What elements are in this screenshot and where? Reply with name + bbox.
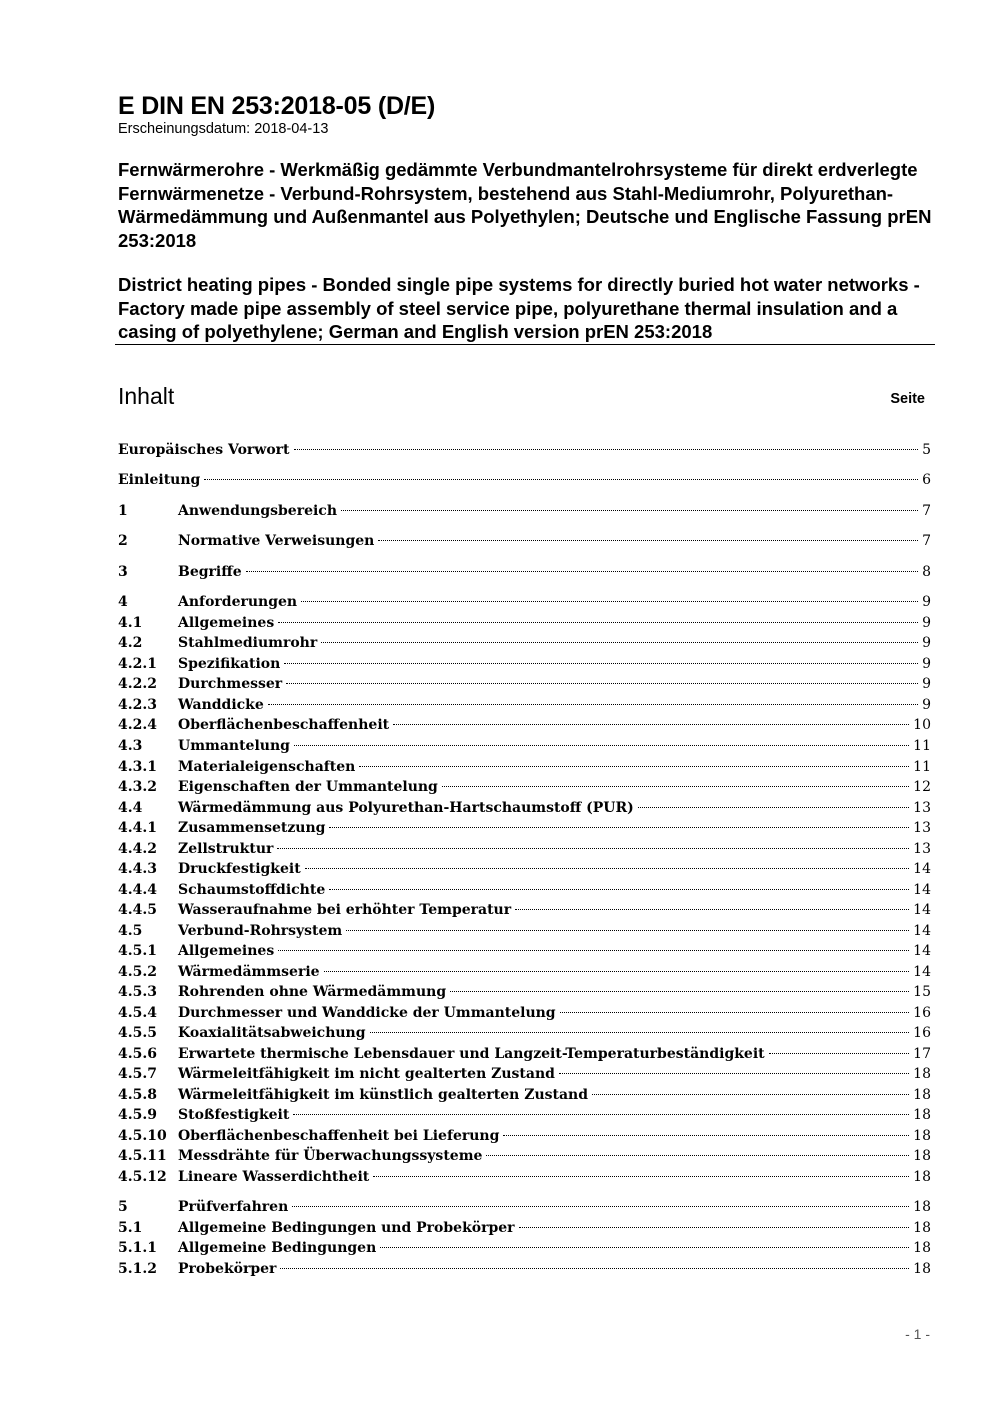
toc-entry-page: 13 bbox=[913, 800, 931, 816]
toc-entry-title: Wärmedämmserie bbox=[178, 964, 320, 980]
toc-entry-number: 4.5.12 bbox=[118, 1169, 167, 1185]
toc-entry-number: 4.5.10 bbox=[118, 1128, 167, 1144]
toc-entry-title: Stoßfestigkeit bbox=[178, 1107, 290, 1123]
toc-dot-leader bbox=[592, 1094, 909, 1095]
toc-entry-title: Wärmedämmung aus Polyurethan-Hartschaumstoff (PUR) bbox=[178, 800, 634, 816]
toc-entry-title: Probekörper bbox=[178, 1261, 277, 1277]
toc-entry[interactable] bbox=[118, 839, 931, 859]
toc-dot-leader bbox=[294, 745, 909, 746]
toc-entry[interactable] bbox=[118, 859, 931, 879]
toc-dot-leader bbox=[278, 622, 918, 623]
toc-entry-number: 5.1.2 bbox=[118, 1261, 157, 1277]
toc-entry-page: 14 bbox=[913, 923, 931, 939]
toc-entry[interactable] bbox=[118, 1126, 931, 1146]
toc-dot-leader bbox=[515, 909, 909, 910]
toc-dot-leader bbox=[346, 930, 909, 931]
toc-dot-leader bbox=[378, 540, 918, 541]
toc-dot-leader bbox=[341, 510, 918, 511]
toc-entry[interactable] bbox=[118, 777, 931, 797]
title-german: Fernwärmerohre - Werkmäßig gedämmte Verbundmantelrohrsysteme für direkt erdverlegte Fernwärmenetze - Verbund-Rohrsystem, bestehend aus Stahl-Mediumrohr, Polyurethan-Wärmedämmung und Außenmantel aus Polyethylen; Deutsche und Englische Fassung prEN 253:2018 bbox=[118, 159, 932, 251]
toc-dot-leader bbox=[559, 1073, 909, 1074]
toc-entry-title: Zellstruktur bbox=[178, 841, 274, 857]
toc-entry-number: 4.2.1 bbox=[118, 656, 157, 672]
toc-dot-leader bbox=[393, 724, 909, 725]
toc-entry[interactable] bbox=[118, 798, 931, 818]
toc-entry[interactable] bbox=[118, 1259, 931, 1279]
toc-dot-leader bbox=[324, 971, 910, 972]
toc-entry-title: Normative Verweisungen bbox=[178, 533, 375, 549]
toc-dot-leader bbox=[560, 1012, 910, 1013]
toc-entry-page: 18 bbox=[913, 1261, 931, 1277]
toc-dot-leader bbox=[329, 889, 909, 890]
toc-entry-number: 4.4.5 bbox=[118, 902, 157, 918]
toc-entry[interactable] bbox=[118, 501, 931, 521]
toc-entry-page: 18 bbox=[913, 1220, 931, 1236]
toc-entry-title: Verbund-Rohrsystem bbox=[178, 923, 343, 939]
toc-entry-page: 18 bbox=[913, 1087, 931, 1103]
toc-entry-number: 4.4 bbox=[118, 800, 143, 816]
toc-entry[interactable] bbox=[118, 962, 931, 982]
toc-entry-title: Eigenschaften der Ummantelung bbox=[178, 779, 438, 795]
toc-entry-page: 7 bbox=[922, 503, 931, 519]
toc-entry-number: 4 bbox=[118, 594, 128, 610]
toc-dot-leader bbox=[294, 449, 919, 450]
toc-entry-number: 4.5.3 bbox=[118, 984, 157, 1000]
toc-dot-leader bbox=[519, 1227, 910, 1228]
toc-entry-title: Oberflächenbeschaffenheit bbox=[178, 717, 390, 733]
toc-dot-leader bbox=[301, 601, 918, 602]
toc-dot-leader bbox=[286, 683, 918, 684]
toc-dot-leader bbox=[370, 1032, 910, 1033]
toc-entry-number: 4.2.4 bbox=[118, 717, 157, 733]
toc-entry-number: 4.4.4 bbox=[118, 882, 157, 898]
toc-entry-number: 4.2.3 bbox=[118, 697, 157, 713]
toc-entry-title: Wärmeleitfähigkeit im nicht gealterten Zustand bbox=[178, 1066, 555, 1082]
toc-entry-page: 9 bbox=[922, 697, 931, 713]
toc-entry[interactable] bbox=[118, 1105, 931, 1125]
toc-dot-leader bbox=[268, 704, 918, 705]
toc-entry[interactable] bbox=[118, 1197, 931, 1217]
toc-entry-title: Stahlmediumrohr bbox=[178, 635, 318, 651]
toc-dot-leader bbox=[503, 1135, 909, 1136]
toc-entry[interactable] bbox=[118, 1146, 931, 1166]
toc-entry-page: 17 bbox=[913, 1046, 931, 1062]
toc-entry[interactable] bbox=[118, 757, 931, 777]
toc-entry-number: 4.4.1 bbox=[118, 820, 157, 836]
toc-entry-page: 15 bbox=[913, 984, 931, 1000]
toc-entry-page: 16 bbox=[913, 1005, 931, 1021]
toc-entry-page: 16 bbox=[913, 1025, 931, 1041]
toc-entry[interactable] bbox=[118, 941, 931, 961]
toc-entry-page: 13 bbox=[913, 820, 931, 836]
toc-entry[interactable] bbox=[118, 1167, 931, 1187]
toc-entry-page: 14 bbox=[913, 861, 931, 877]
toc-entry-number: 4.4.2 bbox=[118, 841, 157, 857]
toc-entry-title: Druckfestigkeit bbox=[178, 861, 301, 877]
toc-dot-leader bbox=[204, 479, 918, 480]
toc-entry-title: Ummantelung bbox=[178, 738, 290, 754]
toc-entry-title: Oberflächenbeschaffenheit bei Lieferung bbox=[178, 1128, 500, 1144]
toc-entry-page: 14 bbox=[913, 964, 931, 980]
toc-dot-leader bbox=[305, 868, 909, 869]
toc-entry[interactable] bbox=[118, 592, 931, 612]
document-id: E DIN EN 253:2018-05 (D/E) bbox=[118, 92, 436, 120]
toc-dot-leader bbox=[246, 571, 918, 572]
toc-entry-page: 7 bbox=[922, 533, 931, 549]
toc-entry-title: Wärmeleitfähigkeit im künstlich gealterten Zustand bbox=[178, 1087, 589, 1103]
toc-entry[interactable] bbox=[118, 1085, 931, 1105]
toc-dot-leader bbox=[292, 1206, 909, 1207]
toc-dot-leader bbox=[769, 1053, 910, 1054]
toc-entry-number: 4.5.1 bbox=[118, 943, 157, 959]
toc-entry-page: 18 bbox=[913, 1148, 931, 1164]
toc-entry[interactable] bbox=[118, 695, 931, 715]
publication-date: Erscheinungsdatum: 2018-04-13 bbox=[118, 121, 329, 137]
toc-dot-leader bbox=[486, 1155, 909, 1156]
toc-entry-number: 4.5.2 bbox=[118, 964, 157, 980]
toc-dot-leader bbox=[293, 1114, 909, 1115]
toc-entry-number: 4.3 bbox=[118, 738, 143, 754]
toc-entry-title: Durchmesser bbox=[178, 676, 283, 692]
toc-entry-title: Zusammensetzung bbox=[178, 820, 326, 836]
toc-entry-page: 11 bbox=[913, 738, 931, 754]
toc-entry[interactable] bbox=[118, 818, 931, 838]
toc-entry-page: 18 bbox=[913, 1107, 931, 1123]
toc-entry[interactable] bbox=[118, 440, 931, 460]
toc-entry-number: 4.5 bbox=[118, 923, 143, 939]
toc-entry-title: Durchmesser und Wanddicke der Ummantelung bbox=[178, 1005, 556, 1021]
toc-entry-number: 4.5.8 bbox=[118, 1087, 157, 1103]
toc-dot-leader bbox=[380, 1247, 909, 1248]
page-number: - 1 - bbox=[905, 1326, 930, 1342]
toc-entry-number: 1 bbox=[118, 503, 128, 519]
toc-entry-page: 14 bbox=[913, 943, 931, 959]
toc-entry-title: Prüfverfahren bbox=[178, 1199, 289, 1215]
toc-entry-page: 14 bbox=[913, 902, 931, 918]
toc-entry-page: 9 bbox=[922, 676, 931, 692]
toc-entry-page: 9 bbox=[922, 635, 931, 651]
toc-dot-leader bbox=[373, 1176, 909, 1177]
toc-entry[interactable] bbox=[118, 921, 931, 941]
toc-entry-title: Allgemeines bbox=[178, 943, 275, 959]
toc-entry-number: 4.2 bbox=[118, 635, 143, 651]
toc-entry-page: 13 bbox=[913, 841, 931, 857]
toc-entry-page: 10 bbox=[913, 717, 931, 733]
toc-entry-title: Schaumstoffdichte bbox=[178, 882, 326, 898]
toc-entry-title: Anforderungen bbox=[178, 594, 298, 610]
toc-entry-number: 4.1 bbox=[118, 615, 143, 631]
toc-entry-number: 4.3.1 bbox=[118, 759, 157, 775]
toc-entry-title: Allgemeine Bedingungen und Probekörper bbox=[178, 1220, 515, 1236]
toc-entry-number: 5 bbox=[118, 1199, 128, 1215]
toc-entry-title: Anwendungsbereich bbox=[178, 503, 337, 519]
title-english: District heating pipes - Bonded single pipe systems for directly buried hot water networks - Factory made pipe assembly of steel service pipe, polyurethane thermal insulation and a casing of polyethylene; German and English version prEN 253:2018 bbox=[118, 274, 920, 342]
toc-entry-number: 4.5.9 bbox=[118, 1107, 157, 1123]
toc-entry-page: 18 bbox=[913, 1066, 931, 1082]
toc-entry-number: 4.4.3 bbox=[118, 861, 157, 877]
toc-entry-title: Rohrenden ohne Wärmedämmung bbox=[178, 984, 447, 1000]
toc-entry[interactable] bbox=[118, 900, 931, 920]
toc-entry-number: 4.5.5 bbox=[118, 1025, 157, 1041]
toc-dot-leader bbox=[359, 766, 909, 767]
toc-entry[interactable] bbox=[118, 982, 931, 1002]
toc-entry-title: Einleitung bbox=[118, 472, 201, 488]
toc-dot-leader bbox=[278, 950, 909, 951]
toc-dot-leader bbox=[450, 991, 909, 992]
toc-dot-leader bbox=[442, 786, 909, 787]
toc-entry-number: 5.1.1 bbox=[118, 1240, 157, 1256]
toc-entry-title: Allgemeine Bedingungen bbox=[178, 1240, 377, 1256]
toc-entry[interactable] bbox=[118, 1003, 931, 1023]
toc-entry-number: 4.5.11 bbox=[118, 1148, 167, 1164]
toc-entry-page: 18 bbox=[913, 1128, 931, 1144]
toc-entry-number: 3 bbox=[118, 564, 128, 580]
toc-heading: Inhalt bbox=[118, 383, 175, 409]
toc-entry[interactable] bbox=[118, 880, 931, 900]
toc-entry-number: 4.2.2 bbox=[118, 676, 157, 692]
toc-entry[interactable] bbox=[118, 633, 931, 653]
toc-entry-number: 4.3.2 bbox=[118, 779, 157, 795]
toc-entry-title: Spezifikation bbox=[178, 656, 281, 672]
toc-entry-number: 5.1 bbox=[118, 1220, 143, 1236]
toc-entry-title: Wanddicke bbox=[178, 697, 264, 713]
toc-entry-title: Koaxialitätsabweichung bbox=[178, 1025, 366, 1041]
toc-entry-page: 6 bbox=[922, 472, 931, 488]
toc-dot-leader bbox=[284, 663, 918, 664]
toc-entry-title: Erwartete thermische Lebensdauer und Langzeit-Temperaturbeständigkeit bbox=[178, 1046, 765, 1062]
toc-entry-page: 8 bbox=[922, 564, 931, 580]
toc-page-column-label: Seite bbox=[890, 391, 925, 407]
toc-entry[interactable] bbox=[118, 674, 931, 694]
toc-entry-title: Europäisches Vorwort bbox=[118, 442, 290, 458]
toc-entry[interactable] bbox=[118, 470, 931, 490]
toc-dot-leader bbox=[638, 807, 909, 808]
toc-entry-page: 18 bbox=[913, 1169, 931, 1185]
toc-entry-title: Allgemeines bbox=[178, 615, 275, 631]
toc-entry[interactable] bbox=[118, 1064, 931, 1084]
toc-entry[interactable] bbox=[118, 715, 931, 735]
toc-entry[interactable] bbox=[118, 1023, 931, 1043]
toc-entry[interactable] bbox=[118, 562, 931, 582]
toc-dot-leader bbox=[321, 642, 918, 643]
toc-entry-number: 4.5.7 bbox=[118, 1066, 157, 1082]
toc-entry-page: 18 bbox=[913, 1199, 931, 1215]
toc-entry-number: 4.5.4 bbox=[118, 1005, 157, 1021]
toc-entry-title: Materialeigenschaften bbox=[178, 759, 356, 775]
toc-entry-page: 14 bbox=[913, 882, 931, 898]
toc-entry[interactable] bbox=[118, 1218, 931, 1238]
toc-entry-page: 9 bbox=[922, 656, 931, 672]
toc-entry-page: 11 bbox=[913, 759, 931, 775]
toc-entry[interactable] bbox=[118, 531, 931, 551]
toc-entry[interactable] bbox=[118, 1044, 931, 1064]
toc-dot-leader bbox=[280, 1268, 909, 1269]
toc-entry-page: 9 bbox=[922, 594, 931, 610]
toc-entry-number: 4.5.6 bbox=[118, 1046, 157, 1062]
toc-entry-page: 12 bbox=[913, 779, 931, 795]
title-divider bbox=[115, 344, 935, 345]
toc-entry-title: Wasseraufnahme bei erhöhter Temperatur bbox=[178, 902, 512, 918]
toc-dot-leader bbox=[329, 827, 909, 828]
toc-entry-number: 2 bbox=[118, 533, 128, 549]
toc-dot-leader bbox=[277, 848, 909, 849]
toc-entry[interactable] bbox=[118, 613, 931, 633]
toc-entry-title: Begriffe bbox=[178, 564, 242, 580]
toc-entry[interactable] bbox=[118, 654, 931, 674]
toc-entry[interactable] bbox=[118, 736, 931, 756]
toc-entry-title: Messdrähte für Überwachungssysteme bbox=[178, 1148, 483, 1164]
toc-entry-page: 9 bbox=[922, 615, 931, 631]
toc-entry-page: 5 bbox=[922, 442, 931, 458]
toc-entry[interactable] bbox=[118, 1238, 931, 1258]
toc-entry-title: Lineare Wasserdichtheit bbox=[178, 1169, 370, 1185]
toc-entry-page: 18 bbox=[913, 1240, 931, 1256]
